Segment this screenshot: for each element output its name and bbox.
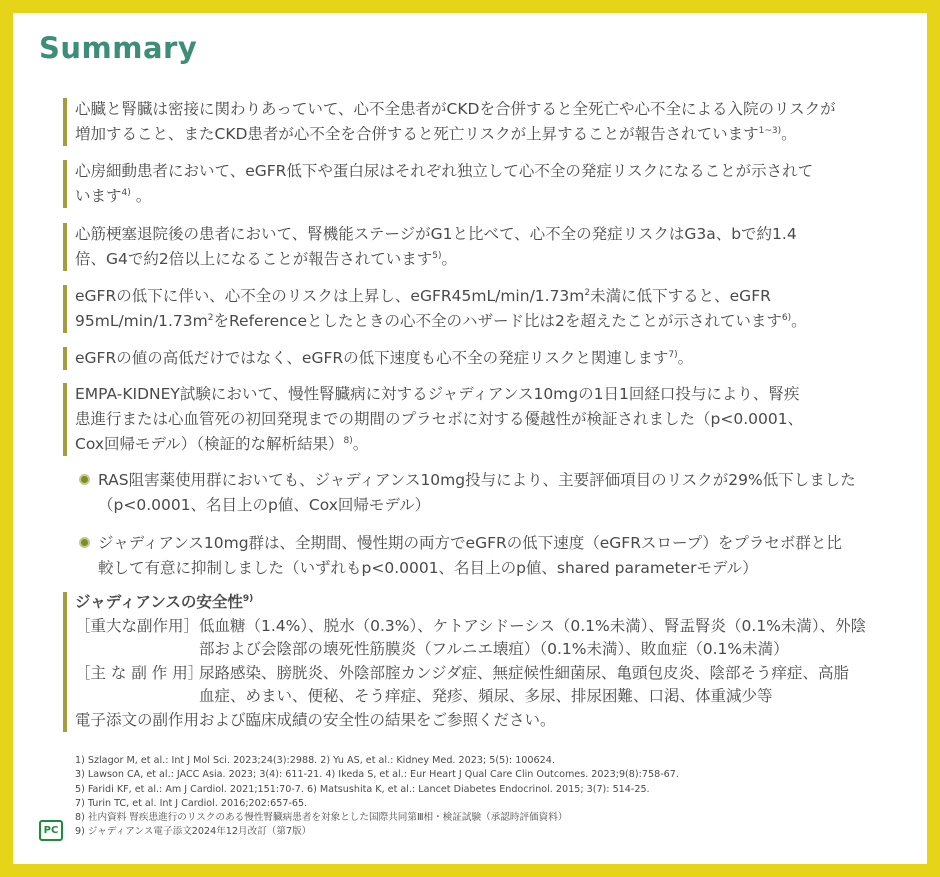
paragraph-4 [75,284,907,334]
paragraph-line: 倍、G4で約2倍以上になることが報告されています [75,250,433,268]
paragraph-6 [75,382,907,457]
paragraph-line: Cox回帰モデル）（検証的な解析結果） [75,435,344,453]
bullet-icon [79,474,90,485]
bullet-line: 較して有意に抑制しました（いずれもp<0.0001、名目上のp値、shared parameterモデル） [98,559,758,577]
paragraph-bar [63,98,67,146]
reference-line: 7) Turin TC, et al. Int J Cardiol. 2016;202:657-65. [75,797,308,809]
safety-title: ジャディアンスの安全性 [75,593,243,611]
paragraph-line: 心臓と腎臓は密接に関わりあっていて、心不全患者がCKDを合併すると全死亡や心不全による入院のリスクが [75,100,836,118]
reference-line: 9) ジャディアンス電子添文2024年12月改訂（第7版） [75,826,312,838]
safety-line: 低血糖（1.4%）、脱水（0.3%）、ケトアシドーシス（0.1%未満）、腎盂腎炎（0.1%未満）、外陰 [199,616,867,635]
paragraph-tail: 。 [352,435,369,453]
reference-line: 5) Faridi KF, et al.: Am J Cardiol. 2021;151:70-7. 6) Matsushita K, et al.: Lancet Diabetes Endocrinol. 2015; 3(7): 514-25. [75,783,650,795]
safety-footer: 電子添文の副作用および臨床成績の安全性の結果をご参照ください。 [75,710,556,729]
main-adverse-label: ［主 な 副 作 用］ [75,663,204,682]
paragraph-text: 95mL/min/1.73m [75,312,208,330]
paragraph-line: 増加すること、またCKD患者が心不全を合併すると死亡リスクが上昇することが報告されています [75,125,759,143]
superscript-2: 2 [207,313,214,323]
safety-section [75,591,907,733]
safety-line: 尿路感染、膀胱炎、外陰部腟カンジダ症、無症候性細菌尿、亀頭包皮炎、陰部そう痒症、高脂 [199,663,849,682]
reference-marker: 1~3) [758,126,782,136]
summary-panel [13,13,927,864]
page-title: Summary [39,31,198,65]
paragraph-text: eGFRの低下に伴い、心不全のリスクは上昇し、eGFR45mL/min/1.73m [75,287,585,305]
safety-bar [63,592,67,732]
paragraph-tail: 。 [781,125,797,143]
pc-logo-icon: PC [39,820,63,841]
bullet-line: ジャディアンス10mg群は、全期間、慢性期の両方でeGFRの低下速度（eGFRスロープ）をプラセボ群と比 [98,534,842,552]
safety-line: 血症、めまい、便秘、そう痒症、発疹、頻尿、多尿、排尿困難、口渇、体重減少等 [199,687,773,706]
paragraph-line: EMPA-KIDNEY試験において、慢性腎臓病に対するジャディアンス10mgの1日1回経口投与により、腎疾 [75,385,800,403]
bullet-item-1 [98,468,898,518]
paragraph-1 [75,97,907,147]
paragraph-bar [63,347,67,370]
bullet-icon [79,537,90,548]
reference-line: 8) 社内資料 腎疾患進行のリスクのある慢性腎臓病患者を対象とした国際共同第Ⅲ相・検証試験（承認時評価資料） [75,812,568,824]
paragraph-line: eGFRの値の高低だけではなく、eGFRの低下速度も心不全の発症リスクと関連します [75,349,669,367]
paragraph-text: 未満に低下すると、eGFR [590,287,771,305]
bullet-item-2 [98,531,898,581]
safety-line: 部および会陰部の壊死性筋膜炎（フルニエ壊疽）（0.1%未満）、敗血症（0.1%未満） [199,640,789,659]
reference-marker: 6) [781,313,792,323]
paragraph-line: 心房細動患者において、eGFR低下や蛋白尿はそれぞれ独立して心不全の発症リスクになることが示されて [75,162,814,180]
paragraph-bar [63,383,67,456]
paragraph-bar [63,223,67,271]
reference-marker: 7) [668,350,678,360]
paragraph-tail: 。 [130,187,152,205]
serious-adverse-label: ［重大な副作用］ [75,616,200,635]
paragraph-tail: 。 [791,312,807,330]
reference-line: 3) Lawson CA, et al.: JACC Asia. 2023; 3(4): 611-21. 4) Ikeda S, et al.: Eur Heart J Qual Care Clin Outcomes. 2023;9(8):758-67. [75,769,679,781]
bullet-line: RAS阻害薬使用群においても、ジャディアンス10mg投与により、主要評価項目のリスクが29%低下しました [98,471,856,489]
bullet-line: （p<0.0001、名目上のp値、Cox回帰モデル） [98,496,431,514]
reference-line: 1) Szlagor M, et al.: Int J Mol Sci. 2023;24(3):2988. 2) Yu AS, et al.: Kidney Med. 2023; 5(5): 100624. [75,755,555,766]
paragraph-bar [63,285,67,333]
superscript-2: 2 [584,288,591,298]
references [75,754,679,840]
paragraph-3 [75,222,907,272]
paragraph-tail: 。 [441,250,458,268]
reference-marker: 4) [121,188,131,198]
paragraph-line: 患進行または心血管死の初回発現までの期間のプラセボに対する優越性が検証されました（p<0.0001、 [75,410,804,428]
paragraph-tail: 。 [677,349,694,367]
paragraph-line: います [75,187,122,205]
paragraph-bar [63,160,67,208]
paragraph-text: をReferenceとしたときの心不全のハザード比は2を超えたことが示されています [213,312,782,330]
reference-marker: 8) [343,436,353,446]
paragraph-5 [75,346,907,371]
paragraph-2 [75,159,907,209]
paragraph-line: 心筋梗塞退院後の患者において、腎機能ステージがG1と比べて、心不全の発症リスクはG3a、bで約1.4 [75,225,797,243]
reference-marker: 9) [242,594,254,604]
reference-marker: 5) [432,251,442,261]
